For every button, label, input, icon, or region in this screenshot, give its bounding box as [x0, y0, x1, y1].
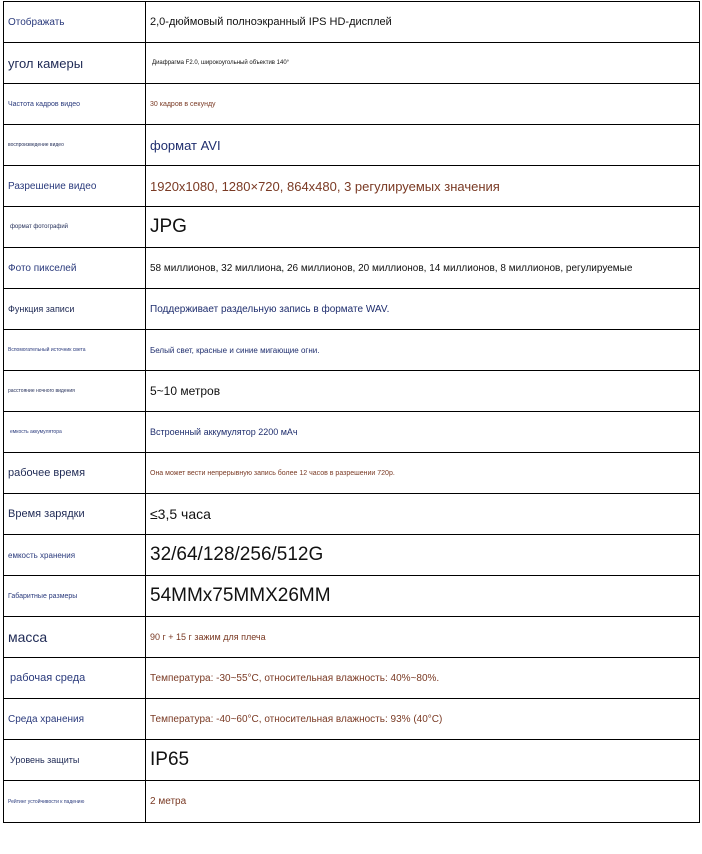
spec-row-charge-time: [4, 494, 700, 535]
spec-value: 30 кадров в секунду: [146, 84, 700, 125]
spec-label: Частота кадров видео: [4, 84, 146, 125]
spec-label: Разрешение видео: [4, 166, 146, 207]
spec-value: Белый свет, красные и синие мигающие огни.: [146, 330, 700, 371]
spec-label: Функция записи: [4, 289, 146, 330]
spec-label: емкость аккумулятора: [4, 412, 146, 453]
spec-value: Температура: -30~55°С, относительная влажность: 40%~80%.: [146, 658, 700, 699]
spec-value: ≤3,5 часа: [146, 494, 700, 535]
spec-value: формат AVI: [146, 125, 700, 166]
spec-row-protection: [4, 740, 700, 781]
spec-label: масса: [4, 617, 146, 658]
spec-value: Температура: -40~60°С, относительная влажность: 93% (40°С): [146, 699, 700, 740]
spec-value: 32/64/128/256/512G: [146, 535, 700, 576]
spec-value: 1920x1080, 1280×720, 864x480, 3 регулируемых значения: [146, 166, 700, 207]
spec-label: Среда хранения: [4, 699, 146, 740]
spec-label: Габаритные размеры: [4, 576, 146, 617]
spec-label: Вспомогательный источник света: [4, 330, 146, 371]
spec-value: Встроенный аккумулятор 2200 мАч: [146, 412, 700, 453]
spec-value: 2 метра: [146, 781, 700, 823]
spec-label: воспроизведение видео: [4, 125, 146, 166]
spec-value: Поддерживает раздельную запись в формате WAV.: [146, 289, 700, 330]
spec-row-photo-pixels: [4, 248, 700, 289]
spec-row-weight: [4, 617, 700, 658]
spec-value: 5~10 метров: [146, 371, 700, 412]
spec-row-aux-light: [4, 330, 700, 371]
spec-label: Фото пикселей: [4, 248, 146, 289]
spec-label: Время зарядки: [4, 494, 146, 535]
spec-label: формат фотографий: [4, 207, 146, 248]
spec-value: Она может вести непрерывную запись более 12 часов в разрешении 720р.: [146, 453, 700, 494]
spec-label: емкость хранения: [4, 535, 146, 576]
spec-row-storage: [4, 535, 700, 576]
spec-row-video-resolution: [4, 166, 700, 207]
spec-value: IP65: [146, 740, 700, 781]
spec-row-operating-env: [4, 658, 700, 699]
spec-row-night-vision: [4, 371, 700, 412]
spec-label: рабочая среда: [4, 658, 146, 699]
spec-row-battery: [4, 412, 700, 453]
spec-row-display: [4, 2, 700, 43]
spec-label: Отображать: [4, 2, 146, 43]
spec-value: JPG: [146, 207, 700, 248]
spec-row-storage-env: [4, 699, 700, 740]
spec-label: расстояние ночного видения: [4, 371, 146, 412]
spec-row-video-playback: [4, 125, 700, 166]
spec-value: 54MMx75MMX26MM: [146, 576, 700, 617]
spec-row-drop-rating: [4, 781, 700, 823]
spec-row-frame-rate: [4, 84, 700, 125]
spec-row-recording: [4, 289, 700, 330]
spec-label: Рейтинг устойчивости к падению: [4, 781, 146, 823]
spec-value: Диафрагма F2.0, широкоугольный объектив 140°: [146, 43, 700, 84]
spec-row-photo-format: [4, 207, 700, 248]
spec-row-camera-angle: [4, 43, 700, 84]
spec-value: 2,0-дюймовый полноэкранный IPS HD-дисплей: [146, 2, 700, 43]
spec-label: рабочее время: [4, 453, 146, 494]
spec-row-working-time: [4, 453, 700, 494]
spec-label: угол камеры: [4, 43, 146, 84]
spec-row-dimensions: [4, 576, 700, 617]
spec-value: 90 г + 15 г зажим для плеча: [146, 617, 700, 658]
specs-table: [3, 1, 700, 823]
spec-label: Уровень защиты: [4, 740, 146, 781]
spec-value: 58 миллионов, 32 миллиона, 26 миллионов, 20 миллионов, 14 миллионов, 8 миллионов, регулируемые: [146, 248, 700, 289]
